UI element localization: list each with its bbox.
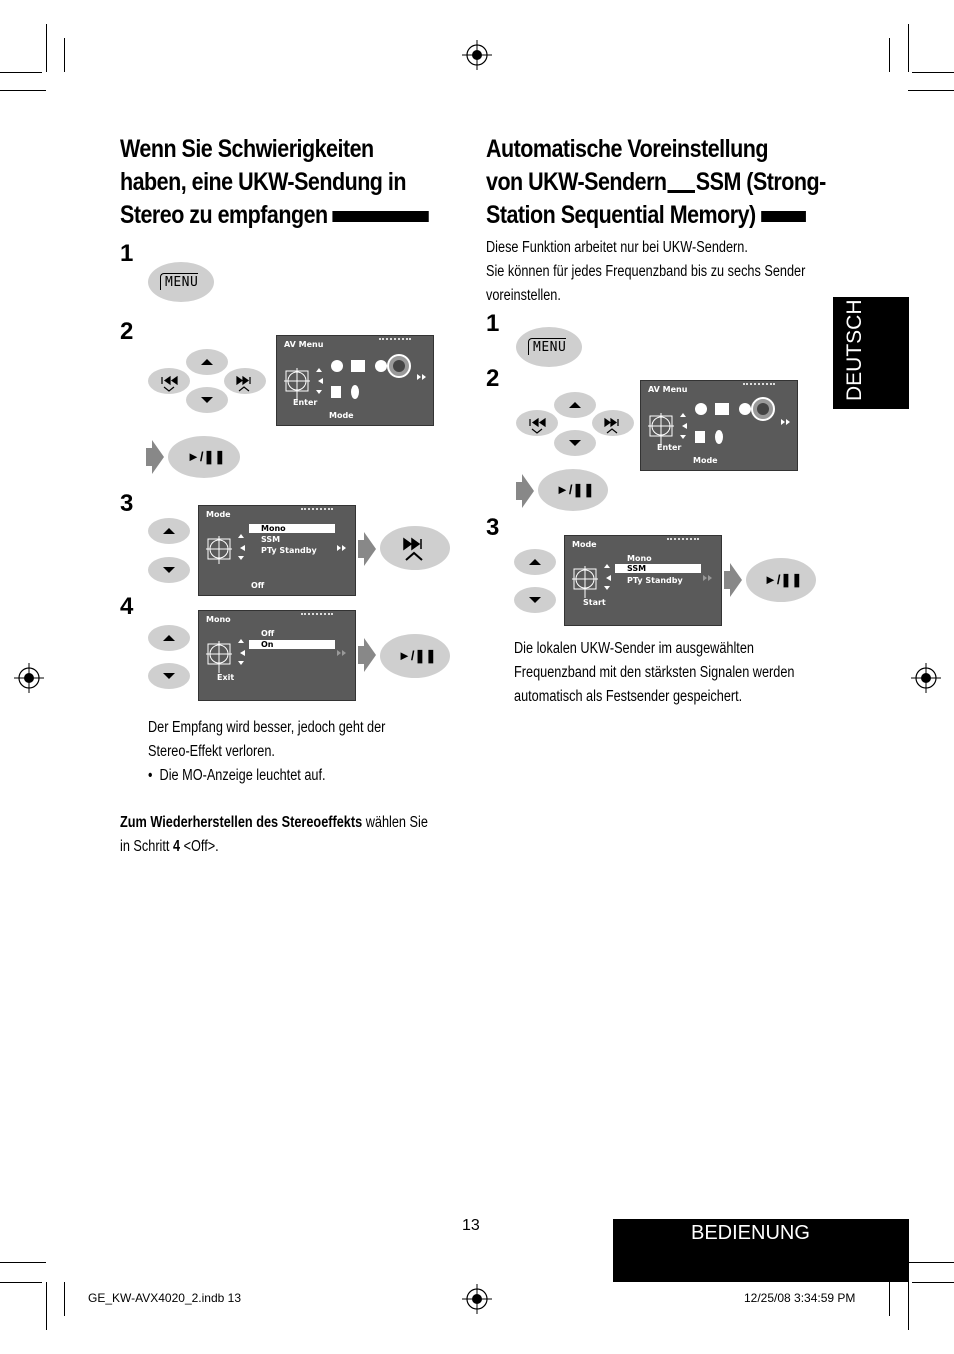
skip-back-icon	[516, 410, 558, 436]
screen-title: Mode	[572, 540, 597, 549]
skip-back-icon	[148, 368, 190, 394]
arrow-indicator-icon	[724, 563, 742, 597]
joystick-icon	[205, 532, 355, 572]
down-arrow-icon	[148, 663, 190, 689]
crop-mark	[908, 24, 909, 72]
down-arrow-icon	[554, 430, 596, 456]
language-tab	[833, 297, 909, 409]
down-arrow-icon	[514, 587, 556, 613]
restore-line-1: Zum Wiederherstellen des Stereoeffekts wählen Sie	[120, 814, 428, 831]
screen-title: Mode	[206, 510, 231, 519]
menu-icons	[693, 397, 795, 449]
left-heading-line-1: Wenn Sie Schwierigkeiten	[120, 135, 374, 163]
left-heading-line-2: haben, eine UKW-Sendung in	[120, 168, 406, 196]
crop-mark	[908, 90, 954, 91]
crop-mark	[64, 38, 65, 72]
registration-mark-icon	[462, 1284, 492, 1314]
play-pause-label: ►/❚❚	[398, 648, 437, 663]
section-tab	[613, 1219, 909, 1282]
next-button[interactable]	[224, 368, 266, 394]
registration-mark-icon	[911, 663, 941, 693]
right-heading-line-3: Station Sequential Memory)	[486, 199, 806, 232]
play-pause-label: ►/❚❚	[764, 572, 803, 587]
down-button[interactable]	[514, 587, 556, 613]
enter-label: Enter	[657, 443, 682, 452]
mode-option-mono[interactable]: Mono	[261, 524, 286, 533]
screen-title: Mono	[206, 615, 231, 624]
step-number: 1	[486, 310, 500, 337]
joystick-icon	[571, 562, 721, 602]
mono-screen	[198, 610, 356, 701]
screen-dash	[667, 538, 699, 540]
registration-mark-icon	[14, 663, 44, 693]
menu-button[interactable]	[516, 327, 582, 367]
arrow-indicator-icon	[358, 638, 376, 672]
up-button[interactable]	[514, 549, 556, 575]
up-button[interactable]	[148, 518, 190, 544]
down-button[interactable]	[148, 663, 190, 689]
up-arrow-icon	[186, 349, 228, 375]
menu-button-label: MENU	[528, 338, 566, 355]
skip-forward-icon	[224, 368, 266, 394]
crop-mark	[0, 1282, 42, 1283]
screen-title: AV Menu	[284, 340, 324, 349]
enter-label: Enter	[293, 398, 318, 407]
play-pause-button[interactable]	[538, 469, 608, 511]
mode-option-pty[interactable]: PTy Standby	[627, 576, 683, 585]
step-number: 2	[120, 318, 134, 345]
play-pause-label: ►/❚❚	[556, 482, 595, 497]
crop-mark	[46, 1282, 47, 1330]
crop-mark	[912, 1282, 954, 1283]
result-text-line-1: Die lokalen UKW-Sender im ausgewählten	[514, 640, 754, 657]
screen-dash	[301, 613, 333, 615]
mono-option-off[interactable]: Off	[261, 629, 275, 638]
crop-mark	[908, 1262, 954, 1263]
mode-screen	[564, 535, 722, 626]
down-button[interactable]	[186, 387, 228, 413]
result-text-line-2: Frequenzband mit den stärksten Signalen werden	[514, 664, 795, 681]
menu-icons	[329, 354, 431, 406]
bullet-item: • Die MO-Anzeige leuchtet auf.	[148, 767, 326, 784]
step-number: 4	[120, 593, 134, 620]
menu-button-label: MENU	[160, 273, 198, 290]
step-number: 2	[486, 365, 500, 392]
play-pause-button[interactable]	[168, 436, 240, 478]
screen-dash	[379, 338, 411, 340]
step-number: 1	[120, 240, 134, 267]
right-heading-line-1: Automatische Voreinstellung	[486, 135, 768, 163]
up-arrow-icon	[148, 625, 190, 651]
arrow-indicator-icon	[516, 474, 534, 508]
up-button[interactable]	[554, 392, 596, 418]
page-number: 13	[462, 1217, 480, 1234]
crop-mark	[889, 38, 890, 72]
skip-forward-icon	[380, 526, 450, 570]
arrow-indicator-icon	[146, 440, 164, 474]
intro-line-1: Diese Funktion arbeitet nur bei UKW-Sendern.	[486, 239, 748, 256]
step-number: 3	[486, 514, 500, 541]
heading-bar	[333, 211, 429, 222]
up-arrow-icon	[148, 518, 190, 544]
result-text-line-1: Der Empfang wird besser, jedoch geht der	[148, 719, 386, 736]
mode-option-ssm[interactable]: SSM	[261, 535, 281, 544]
result-text-line-3: automatisch als Festsender gespeichert.	[514, 688, 743, 705]
exit-label: Exit	[217, 673, 235, 682]
down-arrow-icon	[148, 557, 190, 583]
step-number: 3	[120, 490, 134, 517]
down-arrow-icon	[186, 387, 228, 413]
crop-mark	[46, 24, 47, 72]
up-button[interactable]	[186, 349, 228, 375]
mode-label: Mode	[693, 456, 718, 465]
mode-option-pty[interactable]: PTy Standby	[261, 546, 317, 555]
arrow-indicator-icon	[358, 532, 376, 566]
footer-file: GE_KW-AVX4020_2.indb 13	[88, 1291, 241, 1305]
joystick-icon	[205, 637, 355, 677]
screen-dash	[743, 383, 775, 385]
play-pause-button[interactable]	[380, 634, 450, 678]
next-button[interactable]	[592, 410, 634, 436]
mono-option-on[interactable]: On	[261, 640, 274, 649]
mode-value: Off	[251, 581, 265, 590]
prev-button[interactable]	[148, 368, 190, 394]
menu-button[interactable]	[148, 262, 214, 302]
prev-button[interactable]	[516, 410, 558, 436]
footer-datetime: 12/25/08 3:34:59 PM	[744, 1291, 856, 1305]
intro-line-3: voreinstellen.	[486, 287, 561, 304]
up-arrow-icon	[554, 392, 596, 418]
down-button[interactable]	[554, 430, 596, 456]
crop-mark	[0, 1262, 46, 1263]
av-menu-screen	[276, 335, 434, 426]
mode-option-mono[interactable]: Mono	[627, 554, 652, 563]
section-tab-label: BEDIENUNG	[691, 1222, 810, 1244]
av-menu-screen	[640, 380, 798, 471]
crop-mark	[0, 72, 42, 73]
language-tab-label: DEUTSCH	[843, 299, 866, 401]
crop-mark	[908, 1282, 909, 1330]
result-text-line-2: Stereo-Effekt verloren.	[148, 743, 275, 760]
play-pause-label: ►/❚❚	[187, 449, 226, 464]
play-pause-button[interactable]	[746, 558, 816, 602]
registration-mark-icon	[462, 40, 492, 70]
heading-bar	[761, 211, 806, 222]
down-button[interactable]	[148, 557, 190, 583]
start-label: Start	[583, 598, 606, 607]
crop-mark	[64, 1282, 65, 1316]
mode-option-ssm[interactable]: SSM	[627, 564, 647, 573]
left-heading-line-3: Stereo zu empfangen	[120, 199, 429, 232]
restore-line-2: in Schritt 4 <Off>.	[120, 838, 219, 855]
screen-dash	[301, 508, 333, 510]
up-arrow-icon	[514, 549, 556, 575]
crop-mark	[912, 72, 954, 73]
crop-mark	[889, 1282, 890, 1316]
next-button[interactable]	[380, 526, 450, 570]
up-button[interactable]	[148, 625, 190, 651]
mode-label: Mode	[329, 411, 354, 420]
crop-mark	[0, 90, 46, 91]
mode-screen	[198, 505, 356, 596]
screen-title: AV Menu	[648, 385, 688, 394]
intro-line-2: Sie können für jedes Frequenzband bis zu sechs Sender	[486, 263, 806, 280]
right-heading-line-2: von UKW-Sendern SSM (Strong-	[486, 168, 826, 196]
skip-forward-icon	[592, 410, 634, 436]
